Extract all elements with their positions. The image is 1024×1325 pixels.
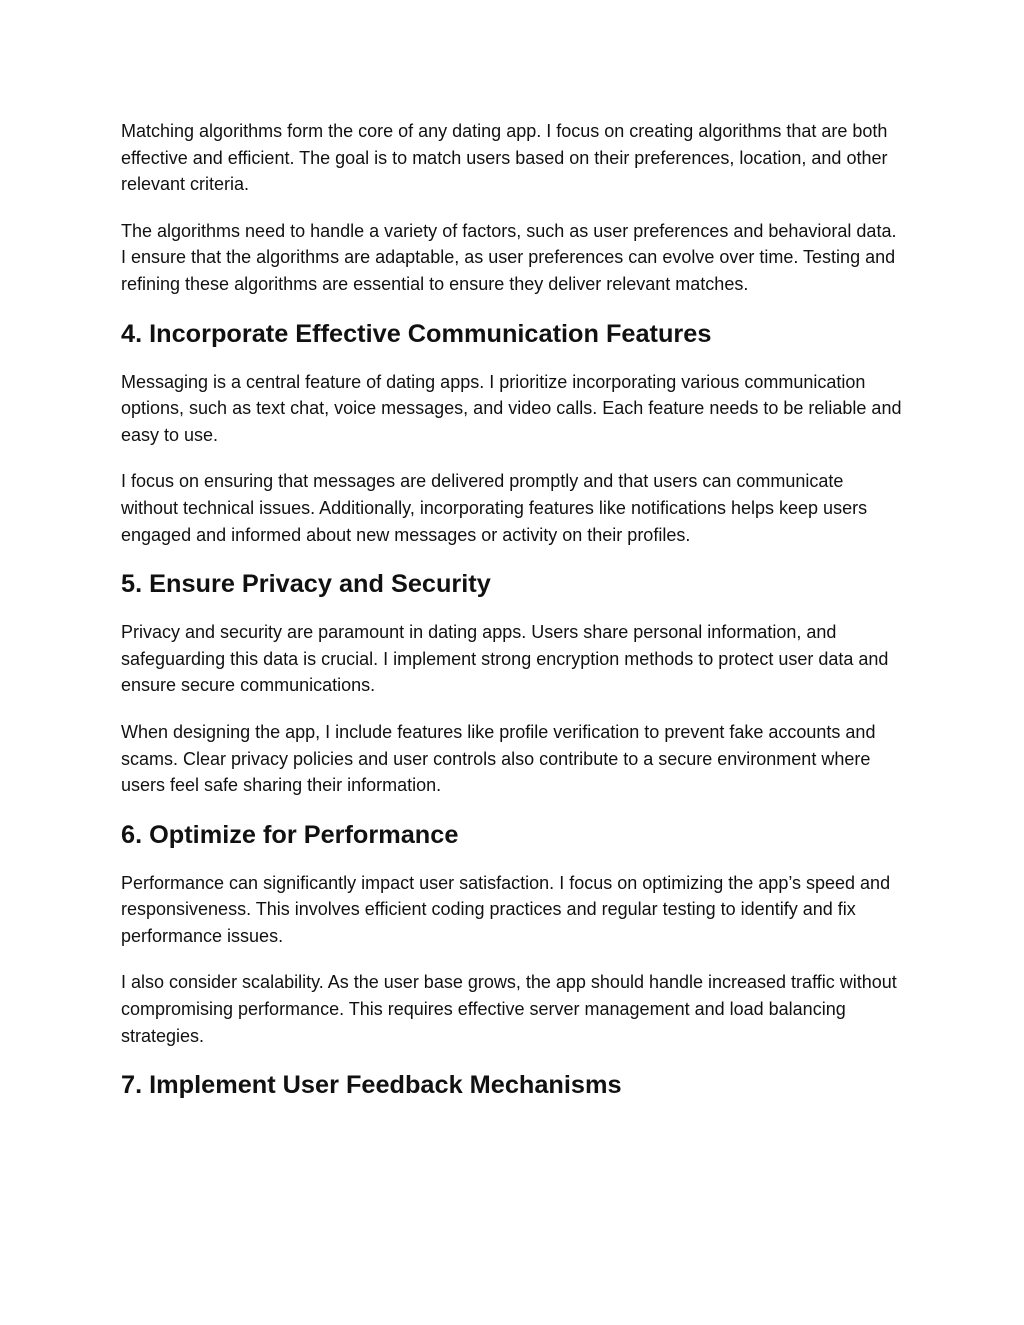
paragraph-scalability: I also consider scalability. As the user base grows, the app should handle increased traffic without compromising performance. This requires effective server management and load balancing strategies.	[121, 972, 897, 1046]
heading-user-feedback: 7. Implement User Feedback Mechanisms	[121, 1071, 622, 1100]
heading-performance: 6. Optimize for Performance	[121, 820, 459, 849]
paragraph-messaging: Messaging is a central feature of dating apps. I prioritize incorporating various communication options, such as text chat, voice messages, and video calls. Each feature needs to be reliable and easy to use.	[121, 371, 902, 445]
paragraph-privacy: Privacy and security are paramount in dating apps. Users share personal information, and safeguarding this data is crucial. I implement strong encryption methods to protect user data and ensure secure communications.	[121, 622, 889, 696]
paragraph-message-delivery: I focus on ensuring that messages are delivered promptly and that users can communicate without technical issues. Additionally, incorporating features like notifications helps keep users engaged and informed about new messages or activity on their profiles.	[121, 471, 868, 545]
paragraph-matching-core: Matching algorithms form the core of any dating app. I focus on creating algorithms that are both effective and efficient. The goal is to match users based on their preferences, location, and other relevant criteria.	[121, 121, 888, 195]
paragraph-verification: When designing the app, I include features like profile verification to prevent fake accounts and scams. Clear privacy policies and user controls also contribute to a secure environment where users feel safe sharing their information.	[121, 721, 876, 796]
paragraph-algorithm-factors: The algorithms need to handle a variety of factors, such as user preferences and behavioral data. I ensure that the algorithms are adaptable, as user preferences can evolve over time. Testing and refining these algorithms are essential to ensure they deliver relevant matches.	[121, 220, 897, 294]
heading-privacy-security: 5. Ensure Privacy and Security	[121, 570, 491, 599]
paragraph-performance: Performance can significantly impact user satisfaction. I focus on optimizing the app’s speed and responsiveness. This involves efficient coding practices and regular testing to identify and fix performance issues.	[121, 872, 891, 946]
document-body	[121, 118, 903, 1120]
heading-communication-features: 4. Incorporate Effective Communication Features	[121, 319, 712, 348]
